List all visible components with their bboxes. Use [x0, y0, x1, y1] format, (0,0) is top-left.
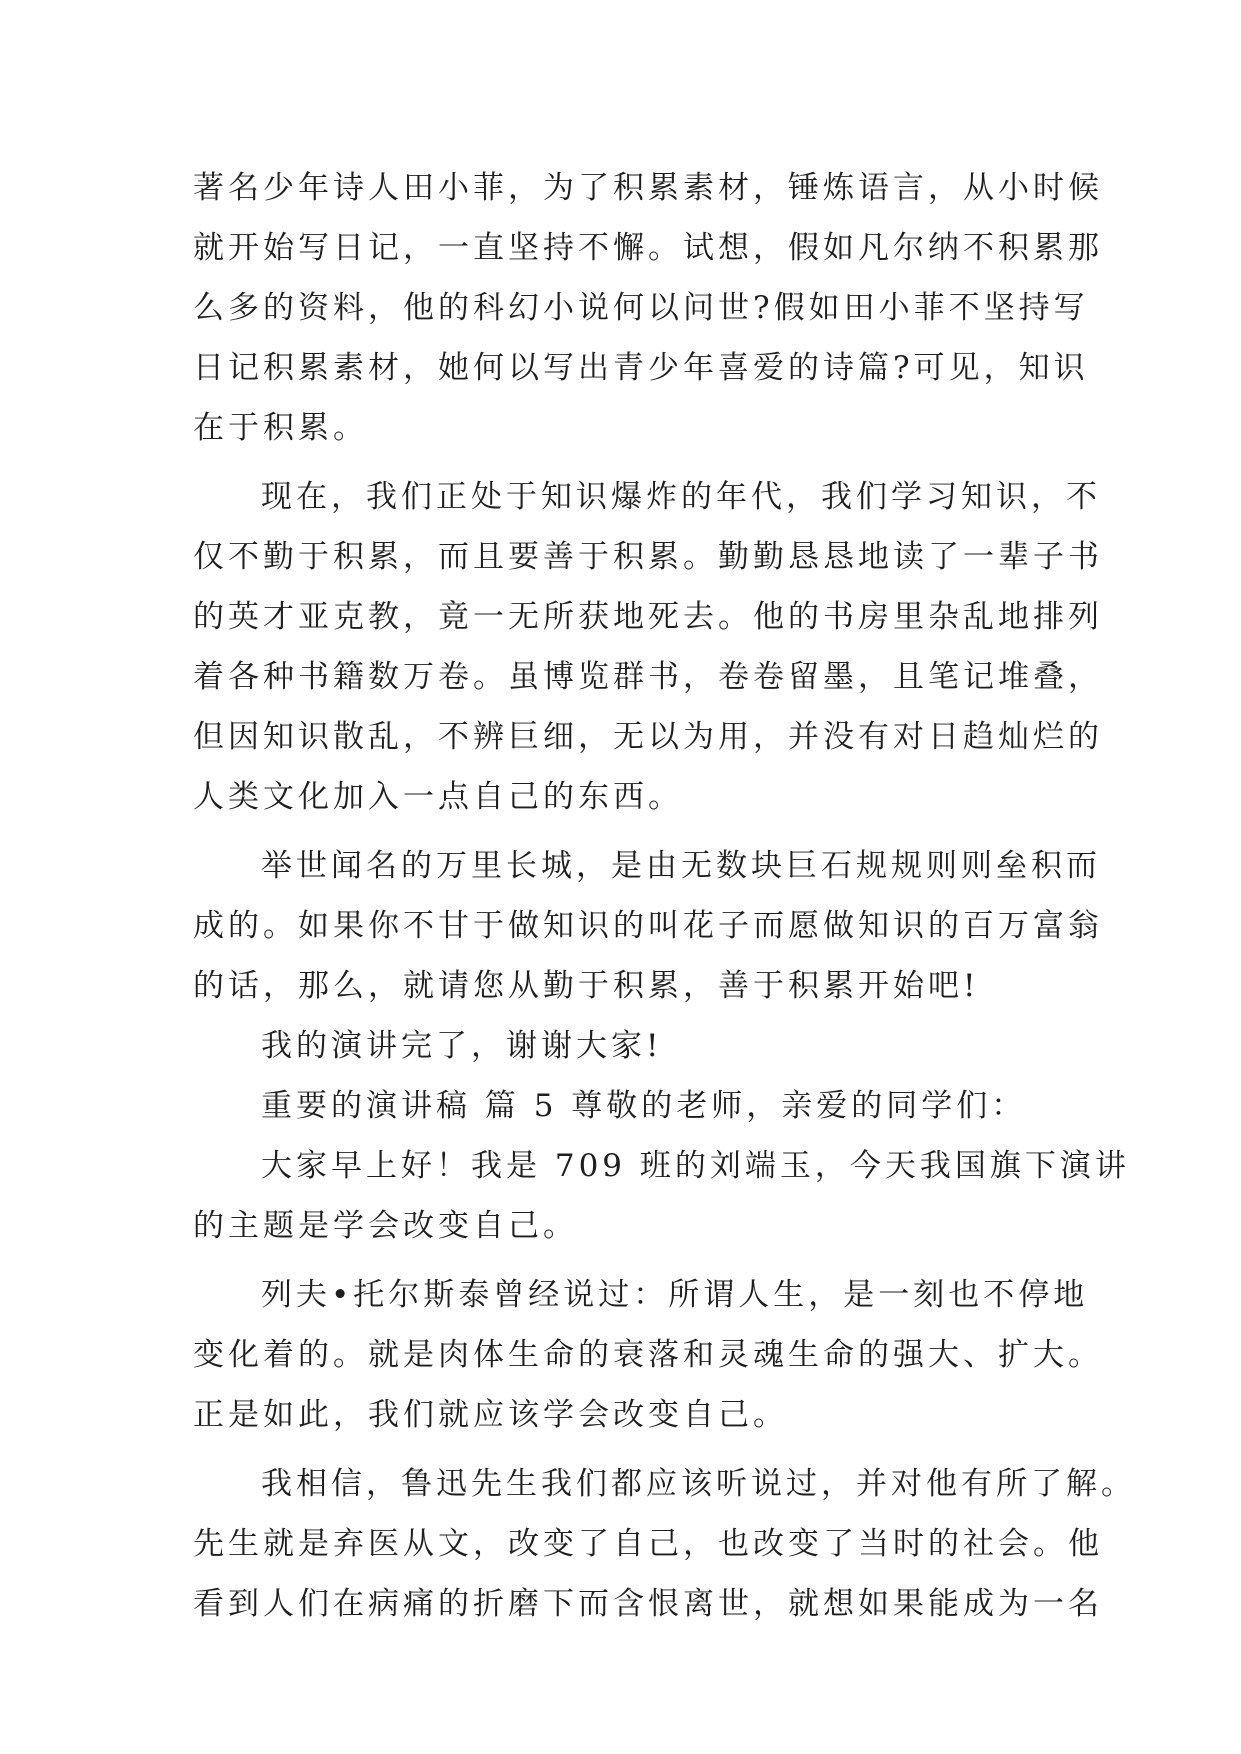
text-line: 就开始写日记，一直坚持不懈。试想，假如凡尔纳不积累那 [193, 230, 1103, 266]
text-line: 在于积累。 [193, 410, 368, 446]
text-line: 列夫•托尔斯泰曾经说过：所谓人生，是一刻也不停地 [261, 1277, 1089, 1313]
text-line: 么多的资料，他的科幻小说何以问世?假如田小菲不坚持写 [193, 290, 1089, 326]
text-line: 我相信，鲁迅先生我们都应该听说过，并对他有所了解。 [261, 1466, 1136, 1502]
text-line: 仅不勤于积累，而且要善于积累。勤勤恳恳地读了一辈子书 [193, 539, 1103, 575]
text-line: 的主题是学会改变自己。 [193, 1208, 578, 1244]
text-line: 变化着的。就是肉体生命的衰落和灵魂生命的强大、扩大。 [193, 1337, 1103, 1373]
text-line: 大家早上好！我是 709 班的刘端玉，今天我国旗下演讲 [261, 1148, 1130, 1184]
text-line: 正是如此，我们就应该学会改变自己。 [193, 1397, 788, 1433]
text-line: 的英才亚克教，竟一无所获地死去。他的书房里杂乱地排列 [193, 599, 1103, 635]
body-text [193, 158, 1136, 1634]
text-line: 的话，那么，就请您从勤于积累，善于积累开始吧! [193, 968, 980, 1004]
text-line: 成的。如果你不甘于做知识的叫花子而愿做知识的百万富翁 [193, 908, 1103, 944]
text-line: 著名少年诗人田小菲，为了积累素材，锤炼语言，从小时候 [193, 170, 1103, 206]
text-line: 看到人们在病痛的折磨下而含恨离世，就想如果能成为一名 [193, 1586, 1103, 1622]
text-line: 重要的演讲稿 篇 5 尊敬的老师，亲爱的同学们： [261, 1088, 1027, 1124]
text-line: 着各种书籍数万卷。虽博览群书，卷卷留墨，且笔记堆叠， [193, 659, 1103, 695]
text-line: 我的演讲完了，谢谢大家! [261, 1028, 663, 1064]
text-line: 日记积累素材，她何以写出青少年喜爱的诗篇?可见，知识 [193, 350, 1089, 386]
text-line: 先生就是弃医从文，改变了自己，也改变了当时的社会。他 [193, 1526, 1103, 1562]
text-line: 人类文化加入一点自己的东西。 [193, 779, 683, 815]
text-line: 举世闻名的万里长城，是由无数块巨石规规则则垒积而 [261, 848, 1101, 884]
text-line: 但因知识散乱，不辨巨细，无以为用，并没有对日趋灿烂的 [193, 719, 1103, 755]
text-line: 现在，我们正处于知识爆炸的年代，我们学习知识，不 [261, 479, 1101, 515]
